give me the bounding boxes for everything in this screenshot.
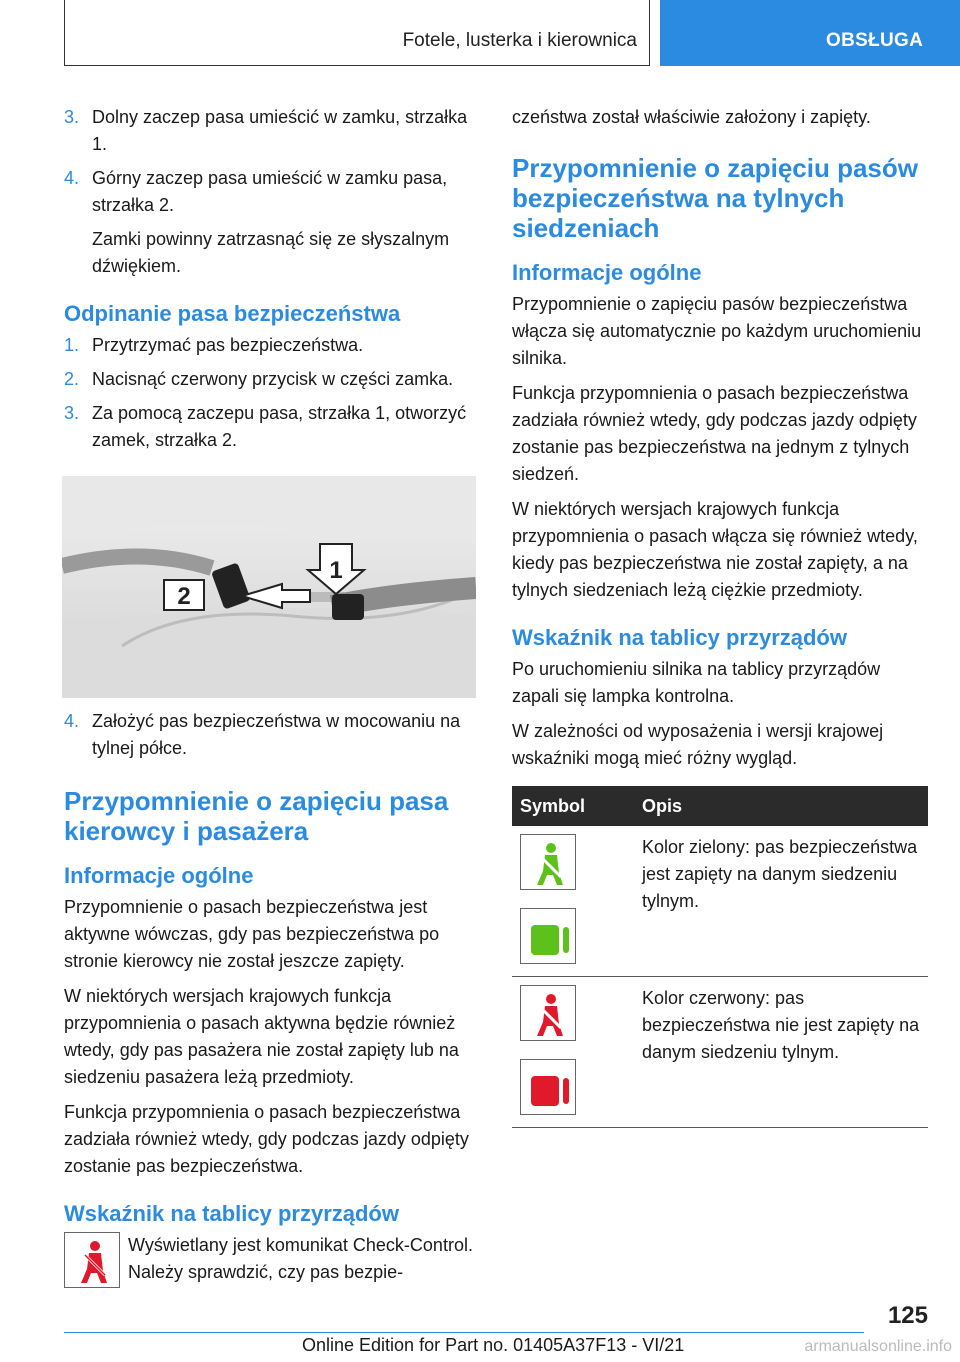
right-column xyxy=(512,104,928,1128)
seatbelt-buckle-photo xyxy=(62,476,476,698)
step-note: Zamki powinny zatrzasnąć się ze słyszalnym dźwiękiem. xyxy=(92,229,450,276)
paragraph: Po uruchomieniu silnika na tablicy przyrządów zapali się lampka kontrolna. xyxy=(512,659,881,706)
seatbelt-red-icon xyxy=(520,985,576,1041)
seatbelt-warning-icon xyxy=(64,1232,120,1288)
paragraph: Funkcja przypomnienia o pasach bezpieczeństwa zadziała również wtedy, gdy podczas jazdy odpięty zostanie pas bezpieczeństwa. xyxy=(64,1102,469,1176)
step-text: Górny zaczep pasa umieścić w zamku pasa, strzałka 2. xyxy=(92,168,448,215)
step-number: 3. xyxy=(64,107,80,127)
footer-divider xyxy=(64,1332,864,1333)
continued-text: czeństwa został właściwie założony i zapięty. xyxy=(512,107,871,127)
seat-red-icon xyxy=(520,1059,576,1115)
step-text: Przytrzymać pas bezpieczeństwa. xyxy=(92,335,364,355)
table-row xyxy=(512,977,928,1128)
column-header-symbol: Symbol xyxy=(512,786,634,826)
step-item xyxy=(64,332,476,359)
indicator-block xyxy=(64,1232,476,1288)
step-text: Za pomocą zaczepu pasa, strzałka 1, otworzyć zamek, strzałka 2. xyxy=(92,403,467,450)
chapter-tab[interactable] xyxy=(660,0,960,66)
rear-reminder-heading: Przypomnienie o zapięciu pasów bezpieczeństwa na tylnych siedzeniach xyxy=(512,153,918,243)
indicator-heading: Wskaźnik na tablicy przyrządów xyxy=(512,625,847,650)
step-number: 4. xyxy=(64,711,80,731)
seat-green-icon xyxy=(520,908,576,964)
table-row xyxy=(512,826,928,977)
symbol-table xyxy=(512,786,928,1128)
driver-reminder-heading: Przypomnienie o zapięciu pasa kierowcy i pasażera xyxy=(64,786,449,846)
table-header-row xyxy=(512,786,928,826)
step-number: 2. xyxy=(64,369,80,389)
general-info-heading: Informacje ogólne xyxy=(64,863,254,888)
paragraph: Funkcja przypomnienia o pasach bezpieczeństwa zadziała również wtedy, gdy podczas jazdy odpięty zostanie pas bezpieczeństwa na jednym z tylnych siedzeń. xyxy=(512,383,917,484)
symbol-cell xyxy=(512,826,634,977)
left-column xyxy=(64,104,476,1288)
unbuckle-heading: Odpinanie pasa bezpieczeństwa xyxy=(64,301,401,326)
indicator-heading: Wskaźnik na tablicy przyrządów xyxy=(64,1201,399,1226)
photo-label-2: 2 xyxy=(177,583,191,610)
column-header-description: Opis xyxy=(634,786,928,826)
step-text: Dolny zaczep pasa umieścić w zamku, strzałka 1. xyxy=(92,107,468,154)
paragraph: W zależności od wyposażenia i wersji krajowej wskaźniki mogą mieć różny wygląd. xyxy=(512,721,884,768)
paragraph: W niektórych wersjach krajowych funkcja przypomnienia o pasach aktywna będzie również wtedy, gdy pas pasażera nie został zapięty lub na siedzeniu pasażera leżą przedmioty. xyxy=(64,986,459,1087)
step-number: 3. xyxy=(64,403,80,423)
paragraph: Przypomnienie o pasach bezpieczeństwa jest aktywne wówczas, gdy pas bezpieczeństwa po stronie kierowcy nie został jeszcze zapięty. xyxy=(64,897,440,971)
general-info-heading: Informacje ogólne xyxy=(512,260,702,285)
header-section-box xyxy=(64,0,650,66)
step-item xyxy=(64,400,476,454)
page-number: 125 xyxy=(887,1302,928,1329)
seatbelt-green-icon xyxy=(520,834,576,890)
chapter-tab-label: OBSŁUGA xyxy=(826,30,924,51)
section-title: Fotele, lusterka i kierownica xyxy=(402,30,637,51)
step-item xyxy=(64,104,476,158)
paragraph: W niektórych wersjach krajowych funkcja przypomnienia o pasach włącza się również wtedy, kiedy pas bezpieczeństwa nie został zapięty, a na tylnych siedzeniach leżą ciężkie przedmioty. xyxy=(512,499,918,600)
step-item xyxy=(64,366,476,393)
paragraph: Przypomnienie o zapięciu pasów bezpieczeństwa włącza się automatycznie po każdym uruchomieniu silnika. xyxy=(512,294,922,368)
description-cell: Kolor zielony: pas bezpieczeństwa jest zapięty na danym siedzeniu tylnym. xyxy=(634,826,928,977)
footer-edition: Online Edition for Part no. 01405A37F13 - VI/21 xyxy=(302,1335,685,1355)
step-text: Nacisnąć czerwony przycisk w części zamka. xyxy=(92,369,454,389)
step-number: 4. xyxy=(64,168,80,188)
step-item xyxy=(64,708,476,762)
symbol-cell xyxy=(512,977,634,1128)
photo-label-1: 1 xyxy=(329,557,343,584)
indicator-text: Wyświetlany jest komunikat Check-Control. Należy sprawdzić, czy pas bezpie- xyxy=(128,1235,473,1282)
step-text: Założyć pas bezpieczeństwa w mocowaniu na tylnej półce. xyxy=(92,711,461,758)
step-number: 1. xyxy=(64,335,80,355)
footer-watermark: armanualsonline.info xyxy=(804,1338,952,1355)
description-cell: Kolor czerwony: pas bezpieczeństwa nie jest zapięty na danym siedzeniu tylnym. xyxy=(634,977,928,1128)
step-item xyxy=(64,165,476,219)
